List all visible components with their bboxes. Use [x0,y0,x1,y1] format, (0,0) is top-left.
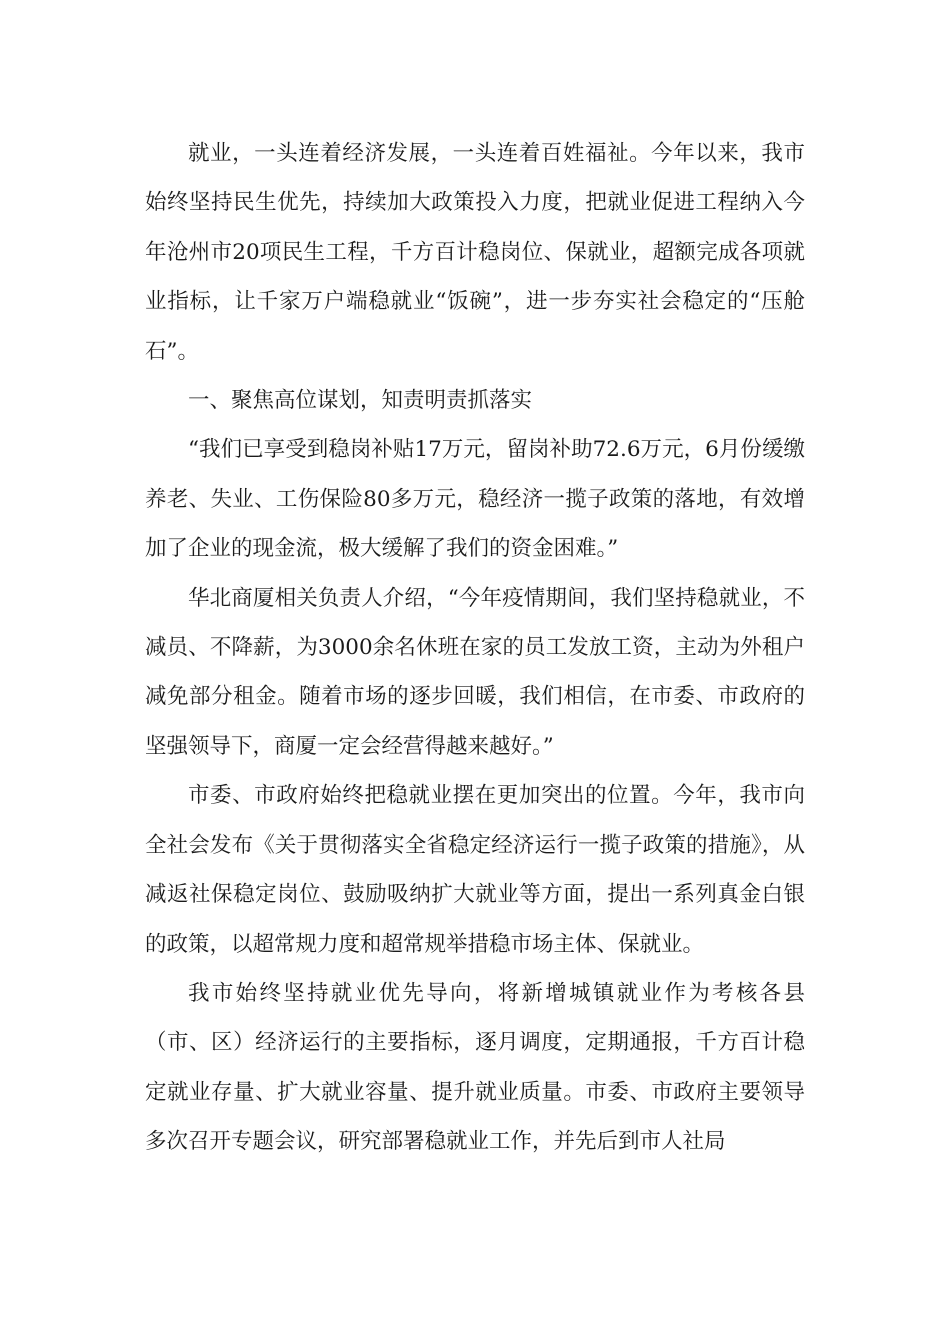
paragraph-huabei: 华北商厦相关负责人介绍，“今年疫情期间，我们坚持稳就业，不减员、不降薪，为3000余名休班在家的员工发放工资，主动为外租户减免部分租金。随着市场的逐步回暖，我们相信，在市委、市政府的坚强领导下，商厦一定会经营得越来越好。” [145,585,805,759]
paragraph-priority: 我市始终坚持就业优先导向，将新增城镇就业作为考核各县（市、区）经济运行的主要指标，逐月调度，定期通报，千方百计稳定就业存量、扩大就业容量、提升就业质量。市委、市政府主要领导多次召开专题会议，研究部署稳就业工作，并先后到市人社局 [145,980,805,1155]
paragraph-quote: “我们已享受到稳岗补贴17万元，留岗补助72.6万元，6月份缓缴养老、失业、工伤保险80多万元，稳经济一揽子政策的落地，有效增加了企业的现金流，极大缓解了我们的资金困难。” [145,437,805,562]
document-body [145,129,805,1167]
paragraph-policy: 市委、市政府始终把稳就业摆在更加突出的位置。今年，我市向全社会发布《关于贯彻落实全省稳定经济运行一揽子政策的措施》，从减返社保稳定岗位、鼓励吸纳扩大就业等方面，提出一系列真金白银的政策，以超常规力度和超常规举措稳市场主体、保就业。 [145,783,805,957]
paragraph-intro: 就业，一头连着经济发展，一头连着百姓福祉。今年以来，我市始终坚持民生优先，持续加大政策投入力度，把就业促进工程纳入今年沧州市20项民生工程，千方百计稳岗位、保就业，超额完成各项就业指标，让千家万户端稳就业“饭碗”，进一步夯实社会稳定的“压舱石”。 [145,141,805,364]
section-heading: 一、聚焦高位谋划，知责明责抓落实 [188,388,533,414]
